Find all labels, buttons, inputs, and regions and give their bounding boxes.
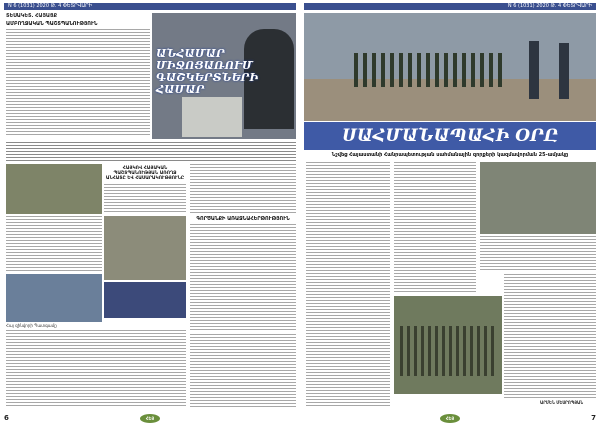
right-header-bar bbox=[304, 3, 596, 10]
banner-title bbox=[156, 48, 276, 96]
main-subtitle: Նշվեց Հայաստանի Հանրապետության սահմանային զորքերի կազմավորման 25-ամյակը bbox=[331, 152, 569, 158]
formation-photo bbox=[104, 216, 186, 280]
bottom-right-text bbox=[190, 334, 296, 408]
right-col-text-bottom bbox=[190, 224, 296, 332]
right-page-number: 7 bbox=[591, 414, 596, 422]
right-page bbox=[300, 0, 600, 424]
flag-photo-2 bbox=[104, 282, 186, 318]
column-head: ԳՈՐԾԱՆՔԻ ԱՌԱՋՆԱՀԵՐԹՈՒԹՅՈՒՆ bbox=[196, 216, 290, 222]
right-header-text: N 6 (1031) 2020 Թ. 4 ՓԵՏՐՎԱՐԻ bbox=[507, 3, 592, 9]
left-page-number: 6 bbox=[4, 414, 9, 422]
photo-caption: Հայ զինվորի Պատգամը bbox=[6, 323, 57, 328]
right-col-3 bbox=[480, 236, 596, 272]
section-label: ՏԵՍԱԿԵՏ. ՀԱՅԱՑՔ bbox=[6, 13, 57, 19]
soldiers-lineup-photo bbox=[304, 13, 596, 121]
group-photo-small bbox=[6, 164, 102, 214]
mid-text bbox=[104, 184, 186, 212]
lower-left-text bbox=[6, 216, 102, 272]
intro-text-band bbox=[6, 142, 296, 162]
banner-line-4: ՀԱՄԱՐ bbox=[156, 83, 205, 96]
parade-photo bbox=[394, 296, 502, 394]
right-col-2 bbox=[394, 162, 476, 294]
left-subhead: ԱՄԲՈՂՋԱԿԱՆ ՊԱՇՏՊԱՆՈՒԹՅՈՒՆ bbox=[6, 21, 98, 27]
right-col-4 bbox=[504, 274, 596, 398]
byline: ԱՐՄԵՆ ՄԵՍՐՈՊՅԱՆ bbox=[540, 400, 584, 405]
right-col-text-top bbox=[190, 164, 296, 214]
paper-logo-right: ՀԵՅ bbox=[440, 414, 460, 423]
bottom-text bbox=[6, 330, 186, 408]
paper-logo-left: ՀԵՅ bbox=[140, 414, 160, 423]
main-title: ՍԱՀՄԱՆԱՊԱՀԻ ՕՐԸ bbox=[304, 122, 596, 150]
ceremony-photo bbox=[480, 162, 596, 234]
left-header-text: N 6 (1031) 2020 Թ. 4 ՓԵՏՐՎԱՐԻ bbox=[8, 3, 93, 9]
banner-line-1: ԱՆՀԱՄԱՐ bbox=[156, 47, 225, 60]
mid-headline: ՀԱՅԿՈՎ ՀԱՅԱԿԱՆ ՊԱՇՏՊԱՆՈՒԹՅԱՆ ԱՌՈՂՋ ԱՆՀԱՏԸ ԵՎ ՀԱՍԱՐԱԿՈՒԹՅՈՒՆԸ bbox=[105, 166, 185, 181]
left-article-text bbox=[6, 29, 150, 135]
banner-line-2: ՄԻՋՈՑԱՌՈՒՄ bbox=[156, 59, 253, 72]
flag-photo bbox=[6, 274, 102, 322]
banner-line-3: ԳԱՇԿԵՐՏՆԵՐԻ bbox=[156, 71, 259, 84]
right-col-1 bbox=[306, 162, 390, 408]
left-header-bar bbox=[4, 3, 296, 10]
